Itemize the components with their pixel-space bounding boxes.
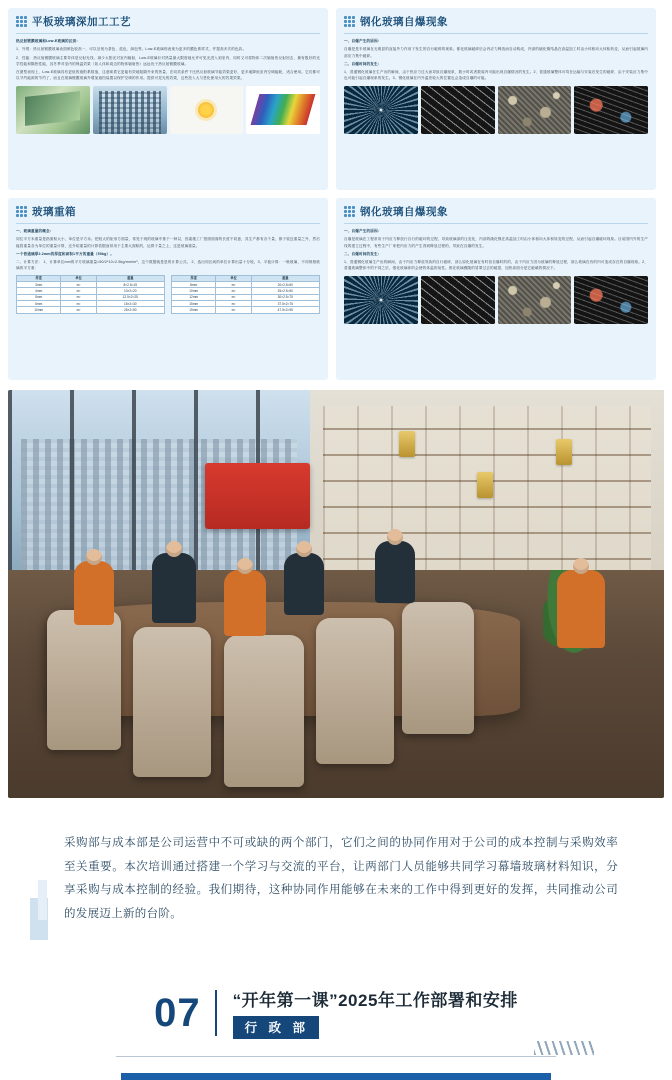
section-heading: 一、自爆产生的原因： <box>344 229 382 233</box>
col-header: 厚度 <box>17 275 61 281</box>
divider <box>16 33 320 34</box>
photo-person <box>152 553 196 623</box>
section-text: 二、计算方法： 1、计算单位mm的平方玻璃重量=50/2*10=2.5kg/mm/m²，这个数据就是是的计算公式。 2、选出同区间的单位计算出量十分较，3、平板计算：一般玻璃，不同规格玻璃的平方重： <box>16 260 320 271</box>
stone-photo-image <box>498 86 572 134</box>
cell: 20×2.5=50 <box>251 282 319 288</box>
photo-red-banner <box>205 463 310 528</box>
cell: 19mm <box>172 307 216 313</box>
cell: 12.5×2=25 <box>96 294 164 300</box>
weight-tables <box>16 275 320 314</box>
col-header: 单位 <box>216 275 251 281</box>
card-image-row <box>16 86 320 134</box>
cell: 6mm <box>17 301 61 307</box>
card-title: 钢化玻璃自爆现象 <box>360 206 448 218</box>
stone-photo-image <box>498 276 572 324</box>
col-header: 单位 <box>61 275 96 281</box>
crystal-photo-image <box>574 86 648 134</box>
col-header: 重量 <box>251 275 319 281</box>
slide-card-self-explosion-1 <box>336 8 656 190</box>
quote-accent-mark <box>30 898 48 940</box>
building-facade-image <box>93 86 167 134</box>
paragraph: 1、外观：热反射镀膜玻璃表面颜色较高一，可以呈现为茶色、蓝色、绿色等。Low-E玻璃则表现为更多的膜色系样式，并提高多次的色彩。 <box>16 47 247 52</box>
photo-chair <box>47 610 121 750</box>
card-body <box>16 38 320 82</box>
photo-trophy <box>556 439 572 465</box>
cell: 5mm <box>17 294 61 300</box>
card-body <box>16 228 320 272</box>
section-text: 1、普通钢化玻璃生产出的瞬间，由于内应力释放导致的自行破碎，部么原化玻璃在有时但自爆时的的，由于内应力因为玻璃的释放过程，那么玻璃在有的内可造成存在的自爆现象。2、普通玻璃整体中的不同之后，强化玻璃体的会使的体温的低性。都在玻璃骤随的冒罩过去的破损，加热高面分是它破壊的情况下。 <box>344 260 648 271</box>
cell: 30×2.5=75 <box>251 294 319 300</box>
section-heading: 一个普通璃厚2.2mm的厚度和面积1平方的重量（50kg）。 <box>16 251 114 256</box>
section-text: 自爆是玻璃在工程常用于内应力释放行自行的破坏的过程，导致玻璃部的压变化，内部的硫化镍在高温加工时由小体积向大体积转变的过程，从而引起自爆破坏现象。目前国内外的生产线的建立过程中，有些生产厂家把内应力的产生得到释放过程的，导致在自爆的发生。 <box>344 237 648 248</box>
photo-chair <box>316 618 394 764</box>
cell: m² <box>61 307 96 313</box>
footer-title-group <box>233 986 518 1039</box>
photo-person <box>557 570 605 648</box>
cell: 8mm <box>172 282 216 288</box>
cell: 10×2=20 <box>96 288 164 294</box>
cell: m² <box>61 301 96 307</box>
cell: m² <box>216 288 251 294</box>
cell: 8×2.5=15 <box>96 282 164 288</box>
cell: m² <box>61 282 96 288</box>
grid-dots-icon <box>16 206 27 217</box>
cell: m² <box>216 294 251 300</box>
photo-person <box>375 541 415 603</box>
section-heading: 一、自爆产生的原因： <box>344 39 382 43</box>
photo-person <box>284 553 324 615</box>
card-title: 平板玻璃深加工工艺 <box>32 16 131 28</box>
divider <box>344 223 648 224</box>
cell: m² <box>216 282 251 288</box>
section-number: 07 <box>154 990 201 1035</box>
card-subtitle: 热反射镀膜玻璃和Low-E玻璃的区别： <box>16 39 80 43</box>
photo-chair <box>224 635 304 787</box>
card-header <box>344 204 648 219</box>
crystal-photo-image <box>574 276 648 324</box>
footer-rule <box>116 1056 556 1057</box>
slide-card-glass-weight <box>8 198 328 380</box>
cell: 10mm <box>172 288 216 294</box>
cell: 10mm <box>17 307 61 313</box>
section-heading: 一、玻璃重量的概念： <box>16 229 54 233</box>
photo-trophy <box>399 431 415 457</box>
card-body <box>344 38 648 82</box>
card-header <box>16 14 320 29</box>
bottom-accent-bar <box>121 1073 551 1080</box>
photo-person <box>74 561 114 625</box>
divider <box>344 33 648 34</box>
shatter-photo-image <box>344 276 418 324</box>
weight-table-left <box>16 275 165 314</box>
card-title: 玻璃重箱 <box>32 206 76 218</box>
cell: 15×2=30 <box>96 301 164 307</box>
cell: m² <box>216 307 251 313</box>
cell: m² <box>61 288 96 294</box>
sun-diagram-image <box>170 86 244 134</box>
cell: 37.5×2=75 <box>251 301 319 307</box>
cell: m² <box>216 301 251 307</box>
slide-card-grid <box>0 0 672 380</box>
cell: 4mm <box>17 288 61 294</box>
photo-chair <box>402 602 474 734</box>
weight-table-right <box>171 275 320 314</box>
section-text: 1、普通钢化玻璃在生产出的瞬间，由于热应力过大而导致自爆现象，数小时或者数周内可能出现自爆情况的发生。2、普通玻璃整体可均在运输与安装后发生的破碎，由于安装应力集中也可能引起自爆现象的发生。3、钢化玻璃在内外温差较大的位置也会造成自爆的可能。 <box>344 70 648 81</box>
quote-text: 采购部与成本部是公司运营中不可或缺的两个部门，它们之间的协同作用对于公司的成本控制与采购效率至关重要。本次培训通过搭建一个学习与交流的平台，让两部门人员能够共同学习幕墙玻璃材料知识，分享采购与成本控制的经验。我们期待，这种协同作用能够在未来的工作中得到更好的发挥，共同推动公司的发展迈上新的台阶。 <box>64 837 618 920</box>
cell: 15mm <box>172 301 216 307</box>
card-body <box>344 228 648 272</box>
paragraph: 在窗型表现上，Low-E玻璃具有更低的遮阳系数值，这意味着它更能有效地阻隔外来的热量，在同类条件下比热反射玻璃节能效果更好，更多地降低室内空调能耗，适合使用。它们都可以节约能源的节约了，而且在玻璃镀膜玻璃外增加遮挡装置以保护空调的作用。提供可见光的效果，这些投入大与恶化使用大的效果效果。 <box>16 70 320 81</box>
divider <box>215 990 217 1036</box>
cell: 47.5×2=95 <box>251 307 319 313</box>
cell: 25×2.5=50 <box>251 288 319 294</box>
cell: 25×2=50 <box>96 307 164 313</box>
grid-dots-icon <box>16 16 27 27</box>
grid-dots-icon <box>344 16 355 27</box>
card-image-row <box>344 86 648 134</box>
slide-card-glass-processing <box>8 8 328 190</box>
slide-card-self-explosion-2 <box>336 198 656 380</box>
paragraph: 2、性能：热反射镀膜玻璃主要导体是反射光线，减少太阳光对室内辐射，Low-E玻璃针对热量最大限度地允许可见光进入到室内，同时又可将物体二次辐射热反射回去，兼有极好的光学性能和隔热性能，其冬季对室内的保温效果（如人体和周边的物体辐射热）远远优于热反射镀膜玻璃。 <box>16 55 320 66</box>
quote-section <box>0 814 672 964</box>
card-image-row <box>344 276 648 324</box>
hatch-decoration <box>534 1041 594 1055</box>
divider <box>16 223 320 224</box>
card-title: 钢化玻璃自爆现象 <box>360 16 448 28</box>
shatter-photo-image <box>344 86 418 134</box>
grid-dots-icon <box>344 206 355 217</box>
spectrum-diagram-image <box>246 86 320 134</box>
section-footer <box>0 986 672 1057</box>
card-header <box>344 14 648 29</box>
glass-green-sample-image <box>16 86 90 134</box>
photo-chair <box>133 627 211 777</box>
table-row <box>172 307 320 313</box>
section-heading: 二、自爆时间的发生： <box>344 251 382 256</box>
department-badge: 行 政 部 <box>233 1016 319 1039</box>
cell: 3mm <box>17 282 61 288</box>
section-text: 自爆是是半玻璃在无明显的直接外力作用下发生的自行破碎的现象。都化玻璃破碎后会内应力释放而自动构成，内部的硫化镍结晶在高温加工时由小体积向大体积转变，从而引起玻璃内部应力集中破碎。 <box>344 47 648 58</box>
cell: 12mm <box>172 294 216 300</box>
table-row <box>17 307 165 313</box>
photo-trophy <box>477 472 493 498</box>
cell: m² <box>61 294 96 300</box>
col-header: 重量 <box>96 275 164 281</box>
section-title: “开年第一课”2025年工作部署和安排 <box>232 991 518 1010</box>
fracture-photo-image <box>421 276 495 324</box>
card-header <box>16 204 320 219</box>
meeting-room-training-photo <box>8 390 664 798</box>
photo-person <box>224 570 266 636</box>
section-text: 同位平方米重量是指面积大小，单位是平方米。把较大的矩形方面量，常见于现的玻璃中基于一种以，因素施工厂按照面面的长度不同意，其生产都有各个量，都于较近重量之外，然后能将重量各为单位的重量计算，还介绍重量的计算依据而常用于主要大面积的，运算于量之上，这是玻璃重量。 <box>16 237 320 248</box>
section-heading: 二、自爆时间的发生： <box>344 61 382 66</box>
fracture-photo-image <box>421 86 495 134</box>
col-header: 厚度 <box>172 275 216 281</box>
